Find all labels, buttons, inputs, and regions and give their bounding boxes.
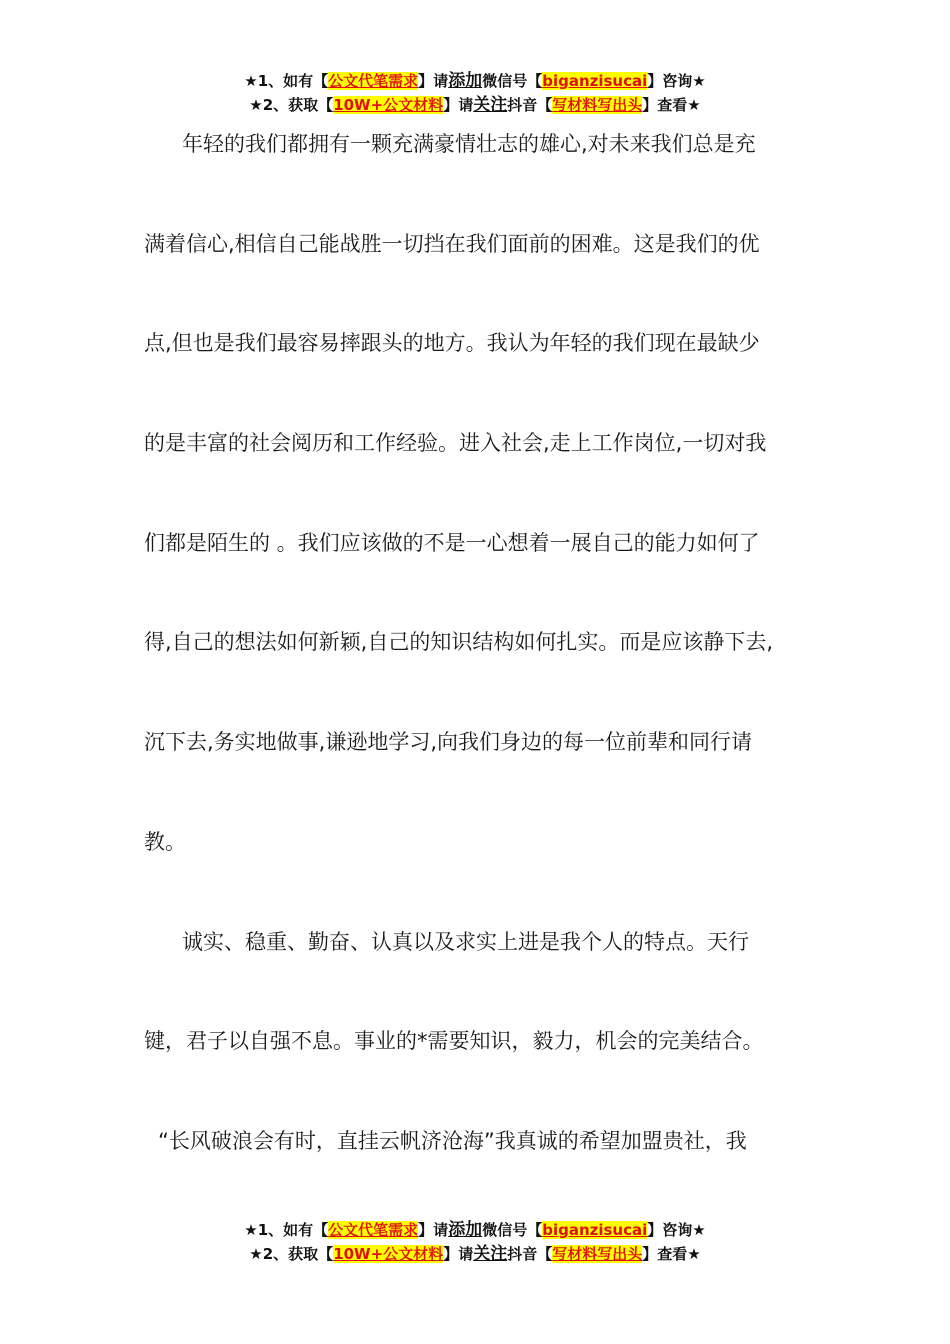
body-line: 沉下去,务实地做事,谦逊地学习,向我们身边的每一位前辈和同行请 <box>144 730 753 755</box>
body-line: 教。 <box>144 829 186 854</box>
highlight-materials: 10W+公文材料 <box>333 96 444 114</box>
footer-banner <box>0 1218 950 1266</box>
highlight-douyin-account: 写材料写出头 <box>552 96 643 114</box>
body-line: “长风破浪会有时，直挂云帆济沧海”我真诚的希望加盟贵社，我 <box>158 1128 747 1153</box>
highlight-service: 公文代笔需求 <box>328 1221 419 1239</box>
highlight-materials: 10W+公文材料 <box>333 1245 444 1263</box>
body-line: 年轻的我们都拥有一颗充满豪情壮志的雄心,对未来我们总是充 <box>182 132 756 156</box>
body-line: 得,自己的想法如何新颖,自己的知识结构如何扎实。而是应该静下去, <box>144 630 774 655</box>
body-line: 诚实、稳重、勤奋、认真以及求实上进是我个人的特点。天行 <box>182 929 749 954</box>
highlight-service: 公文代笔需求 <box>328 72 419 90</box>
highlight-wechat-id: biganzisucai <box>542 1221 648 1239</box>
highlight-wechat-id: biganzisucai <box>542 72 648 90</box>
body-line: 们都是陌生的 。我们应该做的不是一心想着一展自己的能力如何了 <box>144 530 760 555</box>
body-line: 的是丰富的社会阅历和工作经验。进入社会,走上工作岗位,一切对我 <box>144 431 767 456</box>
banner-line-1: ★1、如有【公文代笔需求】请添加微信号【biganzisucai】咨询★ <box>244 71 706 91</box>
header-banner <box>0 69 950 117</box>
banner-line-2: ★2、获取【10W+公文材料】请关注抖音【写材料写出头】查看★ <box>249 95 701 115</box>
document-body <box>144 128 810 1225</box>
banner-line-1: ★1、如有【公文代笔需求】请添加微信号【biganzisucai】咨询★ <box>244 1220 706 1240</box>
body-line: 键，君子以自强不息。事业的*需要知识，毅力，机会的完美结合。 <box>144 1029 764 1054</box>
body-line: 点,但也是我们最容易摔跟头的地方。我认为年轻的我们现在最缺少 <box>144 331 760 356</box>
highlight-douyin-account: 写材料写出头 <box>552 1245 643 1263</box>
body-line: 满着信心,相信自己能战胜一切挡在我们面前的困难。这是我们的优 <box>144 231 760 256</box>
banner-line-2: ★2、获取【10W+公文材料】请关注抖音【写材料写出头】查看★ <box>249 1244 701 1264</box>
